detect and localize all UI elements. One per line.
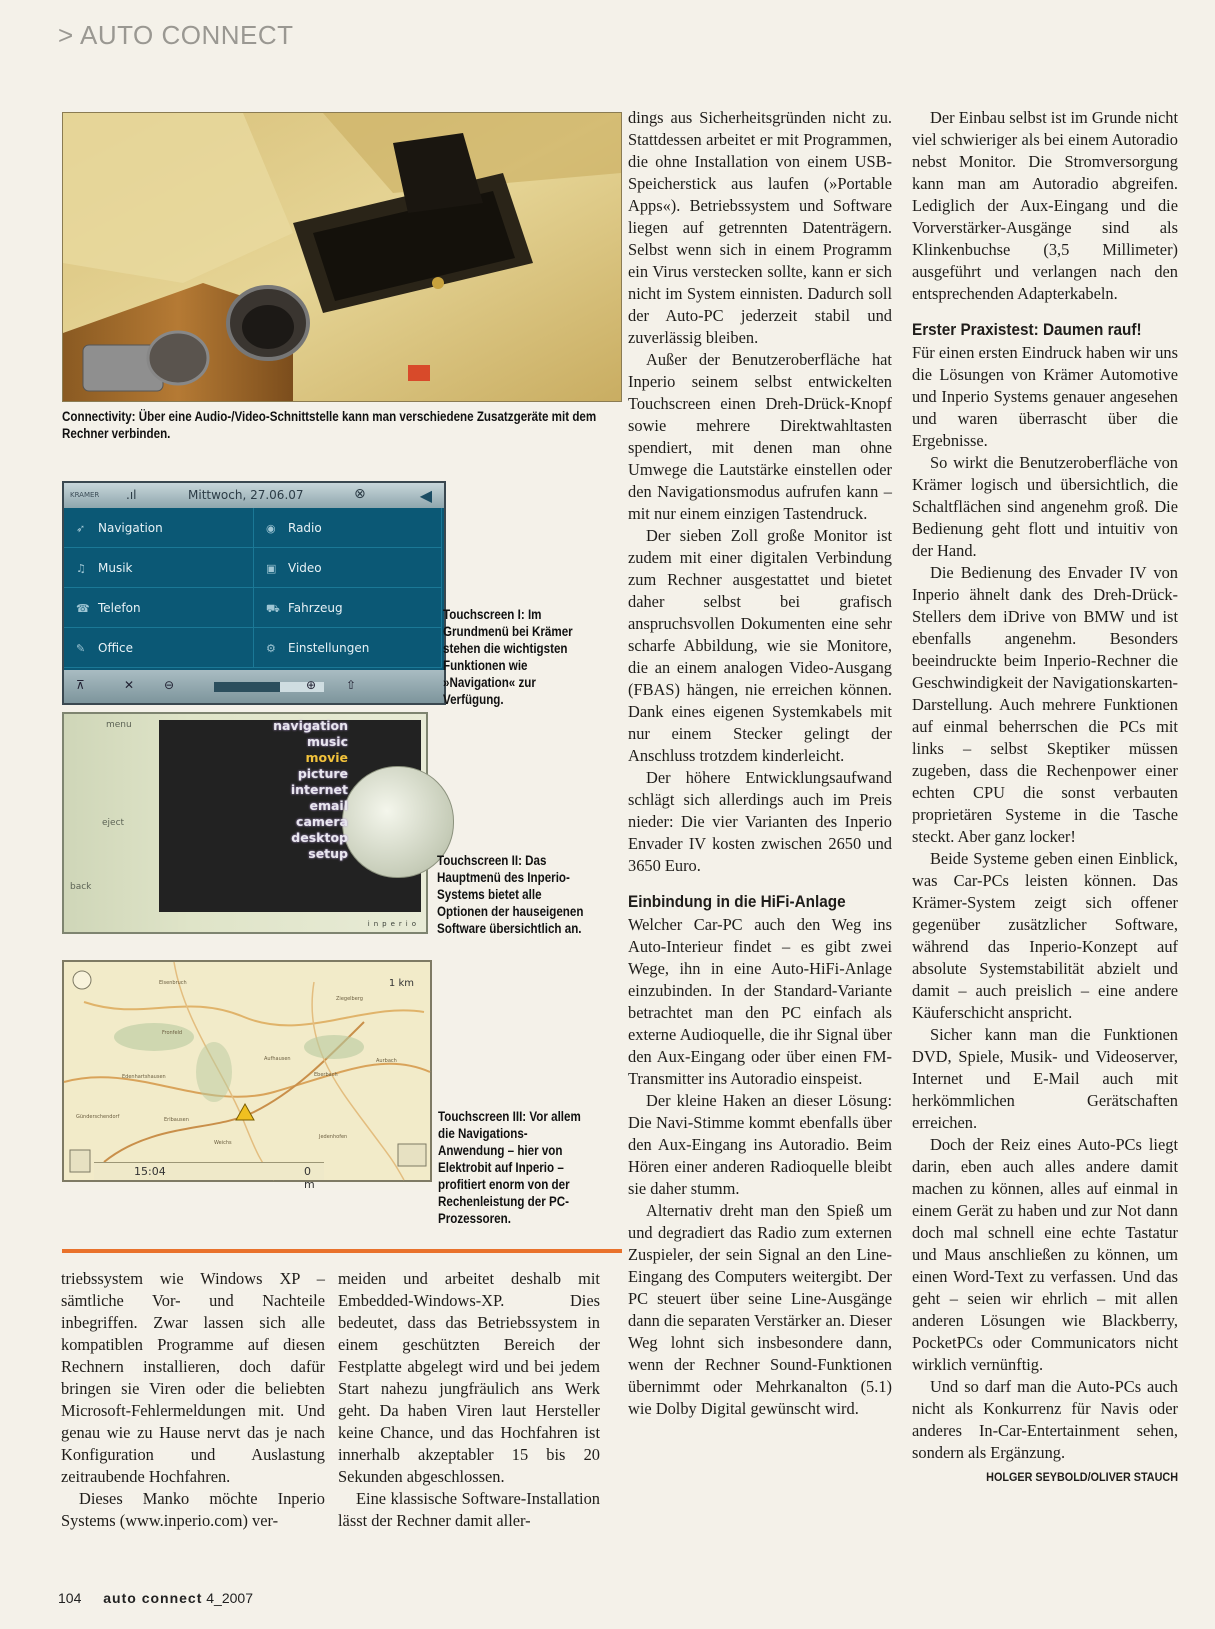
menu-navigation[interactable]: [64, 508, 254, 548]
map-place: Edenhartshausen: [122, 1074, 166, 1080]
map-place: Fronfeld: [162, 1030, 183, 1036]
route-icon: ⇧: [346, 678, 357, 692]
menu-fahrzeug[interactable]: [254, 588, 442, 628]
paragraph: Beide Systeme geben einen Einblick, was Car-PCs leisten können. Das Krämer-System zeigt sich offener gegenüber zusätzlicher Software, während das Inperio-Konzept auf absolute Systemstabilität abzielt und damit – auch preislich – eine andere Käuferschicht anspricht.: [912, 849, 1178, 1022]
back-arrow-icon[interactable]: ◀: [419, 486, 432, 505]
menu-label: Radio: [288, 521, 322, 535]
back-side-button[interactable]: back: [70, 882, 92, 892]
menu-label: Musik: [98, 561, 133, 575]
touchscreen-2-inperio: [62, 712, 428, 934]
eject-side-button[interactable]: eject: [102, 818, 125, 828]
map-place: Günderschendorf: [76, 1114, 120, 1120]
phone-icon: ☎: [76, 602, 90, 615]
navigation-icon: ➶: [76, 522, 86, 535]
ts1-brand: KRAMER: [70, 491, 100, 499]
map-place: Eberbach: [314, 1072, 338, 1078]
page-footer: [58, 1590, 253, 1606]
menu-item-music[interactable]: music: [306, 734, 348, 749]
ts2-brand: inperio: [367, 920, 420, 928]
interior-photo: [62, 112, 622, 402]
photo-caption: Connectivity: Über eine Audio-/Video-Schnittstelle kann man verschiedene Zusatzgeräte mit dem Rechner verbinden.: [62, 409, 597, 441]
menu-label: Fahrzeug: [288, 601, 343, 615]
paragraph: Alternativ dreht man den Spieß um und degradiert das Radio zum externen Zuspieler, der sein Signal an den Line-Eingang des Computers weitergibt. Der PC steuert über seine Line-Ausgänge dann die separaten Verstärker an. Dieser Weg lohnt sich insbesondere dann, wenn der Rechner Sound-Funktionen übernimmt oder Mehrkanalton (5.1) wie Dolby Digital gewünscht wird.: [628, 1201, 892, 1418]
nav-time: 15:04: [134, 1165, 166, 1178]
menu-office[interactable]: [64, 628, 254, 668]
paragraph: Für einen ersten Eindruck haben wir uns die Lösungen von Krämer Automotive und Inperio Systems genauer angesehen und waren überrascht über die Ergebnisse.: [912, 343, 1178, 450]
subheading: Einbindung in die HiFi-Anlage: [628, 892, 846, 911]
menu-label: Video: [288, 561, 322, 575]
map-place: Aurbach: [376, 1058, 397, 1064]
map-scale: 1 km: [388, 978, 414, 989]
paragraph: Welcher Car-PC auch den Weg ins Auto-Interieur findet – es gibt zwei Wege, ihn in eine Auto-HiFi-Anlage einzubinden. In der Standard-Variante betrachtet man den PC einfach als externe Audioquelle, die ihr Signal über den Aux-Eingang oder über einen FM-Transmitter ins Autoradio einspeist.: [628, 915, 892, 1088]
menu-item-internet[interactable]: internet: [290, 782, 348, 797]
menu-label: Telefon: [98, 601, 141, 615]
menu-item-navigation[interactable]: navigation: [273, 718, 348, 733]
menu-item-setup[interactable]: setup: [308, 846, 348, 861]
column-3: [628, 107, 892, 1420]
paragraph: Und so darf man die Auto-PCs auch nicht als Konkurrenz für Navis oder anderes In-Car-Entertainment sehen, sondern als Ergänzung.: [912, 1377, 1178, 1462]
paragraph: meiden und arbeitet deshalb mit Embedded-Windows-XP. Dies bedeutet, dass das Betriebssystem in einem geschützten Bereich der Festplatte abgelegt wird und bei jedem Start nahezu jungfräulich ans Werk geht. Da haben Viren laut Hersteller keine Chance, und das Hochfahren ist innerhalb akzeptabler 15 bis 20 Sekunden abgeschlossen.: [338, 1269, 600, 1486]
menu-label: Office: [98, 641, 134, 655]
minus-icon[interactable]: ⊖: [164, 678, 175, 692]
cancel-icon[interactable]: ⊗: [354, 486, 366, 502]
menu-einstellungen[interactable]: [254, 628, 442, 668]
paragraph: Der kleine Haken an dieser Lösung: Die Navi-Stimme kommt ebenfalls über den Aux-Eingang ins Autoradio. Beim Hören einer anderen Radioquelle bleibt sie daher stumm.: [628, 1091, 892, 1198]
radio-icon: ◉: [266, 522, 276, 535]
ts1-caption: Touchscreen I: Im Grundmenü bei Krämer stehen die wichtigsten Funktionen wie »Navigation« zur Verfügung.: [443, 607, 573, 707]
column-4: [912, 107, 1178, 1488]
map-place: Aufhausen: [264, 1056, 291, 1062]
orange-divider: [62, 1249, 622, 1253]
menu-label: Navigation: [98, 521, 163, 535]
menu-musik[interactable]: [64, 548, 254, 588]
paragraph: dings aus Sicherheitsgründen nicht zu. Stattdessen arbeitet er mit Programmen, die ohne Installation von einem USB-Speicherstick aus laufen (»Portable Apps«). Betriebssystem und Software liegen auf getrennten Datenträgern. Selbst wenn sich in einem Programm ein Virus verstecken sollte, kann er sich nicht im System einnisten. Dadurch soll der Auto-PC jederzeit stabil und zuverlässig bleiben.: [628, 108, 892, 347]
bottom-column-2: [338, 1268, 600, 1532]
menu-item-movie[interactable]: movie: [305, 750, 348, 765]
signal-icon: .ıl: [126, 488, 137, 502]
paragraph: Der sieben Zoll große Monitor ist zudem mit einer digitalen Verbindung zum Rechner ausgestattet und bietet daher selbst bei grafisch anspruchsvollen Dokumenten eine sehr scharfe Abbildung, wie sie Monitore, die an einem analogen Video-Ausgang (FBAS) hängen, nie erreichen können. Dank eines eigenen Systemkabels mit nur einem Stecker gelingt der Anschluss trotzdem kinderleicht.: [628, 526, 892, 765]
page-number: 104: [58, 1590, 82, 1606]
antenna-icon[interactable]: ⊼: [76, 678, 85, 692]
menu-label: Einstellungen: [288, 641, 370, 655]
map-place: Weichs: [214, 1140, 232, 1146]
plus-icon[interactable]: ⊕: [306, 678, 317, 692]
touchscreen-3-navigation-map: [62, 960, 432, 1191]
paragraph: Der höhere Entwicklungsaufwand schlägt sich allerdings auch im Preis nieder: Die vier Varianten des Inperio Envader IV kosten zwischen 2650 und 3650 Euro.: [628, 768, 892, 875]
section-header: > AUTO CONNECT: [58, 20, 294, 50]
nav-status-bar: [94, 1162, 324, 1191]
ts3-caption: Touchscreen III: Vor allem die Navigations-Anwendung – hier von Elektrobit auf Inperio – profitiert enorm von der Rechenleistung der PC-Prozessoren.: [438, 1109, 581, 1226]
video-icon: ▣: [266, 562, 277, 575]
bottom-column-1: [61, 1268, 325, 1532]
office-icon: ✎: [76, 642, 86, 655]
menu-side-button[interactable]: menu: [106, 720, 132, 730]
paragraph: Der Einbau selbst ist im Grunde nicht viel schwieriger als bei einem Autoradio nebst Monitor. Die Stromversorgung kann man am Autoradio abgreifen. Lediglich der Aux-Eingang und die Vorverstärker-Ausgänge sind als Klinkenbuchse (3,5 Millimeter) ausgeführt und verlangen nach den entsprechenden Adapterkabeln.: [912, 108, 1178, 303]
menu-telefon[interactable]: [64, 588, 254, 628]
map-place: Jedenhofen: [319, 1134, 348, 1140]
map-place: Erlbausen: [164, 1117, 189, 1123]
mute-icon[interactable]: ✕: [124, 678, 135, 692]
menu-video[interactable]: [254, 548, 442, 588]
paragraph: Doch der Reiz eines Auto-PCs liegt darin, eben auch alles andere damit machen zu können, alles auf einmal in einem Gerät zu haben und zur Not dann doch mal schnell eine echte Tastatur und Maus anschließen zu können, um einen Word-Text zu verfassen. Und das geht – seien wir ehrlich – mit allen anderen Lösungen wie Blackberry, PocketPCs oder Communicators nicht wirklich vernünftig.: [912, 1135, 1178, 1374]
nav-distance: 0 m: [304, 1165, 315, 1191]
author-byline: HOLGER SEYBOLD/OLIVER STAUCH: [986, 1470, 1178, 1484]
subheading: Erster Praxistest: Daumen rauf!: [912, 320, 1142, 339]
car-icon: ⛟: [266, 602, 280, 615]
map-place: Elsenbruch: [159, 980, 187, 986]
paragraph: Sicher kann man die Funktionen DVD, Spiele, Musik- und Videoserver, Internet und E-Mail auch mit herkömmlichen Gerätschaften erreichen.: [912, 1025, 1178, 1132]
paragraph: Außer der Benutzeroberfläche hat Inperio seinem selbst entwickelten Touchscreen einen Dreh-Drück-Knopf sowie mehrere Direktwahltasten spendiert, mit denen man ohne Umwege die Lautstärke einstellen oder den Navigationsmodus aufrufen kann – mit nur einem einzigen Tastendruck.: [628, 350, 892, 523]
paragraph: Die Bedienung des Envader IV von Inperio ähnelt dank des Dreh-Drück-Stellers dem iDrive von BMW und ist ebenfalls angenehm. Besonders beeindruckte beim Inperio-Rechner die Geschwindigkeit der Navigationskarten-Darstellung. Auch mehrere Funktionen auf einmal beherrschen die PCs mit links – selbst Skeptiker müssen zugeben, dass die Rechenpower einer echten CPU die sonst verbauten proprietären Systeme in die Tasche steckt. Aber ganz locker!: [912, 563, 1178, 846]
music-icon: ♫: [76, 562, 86, 575]
menu-item-picture[interactable]: picture: [297, 766, 348, 781]
ts1-date: Mittwoch, 27.06.07: [188, 488, 304, 502]
paragraph: triebssystem wie Windows XP – sämtliche Vor- und Nachteile inbegriffen. Zwar lassen sich alle kompatiblen Programme auf diesen Rechnern installieren, doch dafür bringen sie Viren oder die beliebten Microsoft-Fehlermeldungen mit. Und genau wie zu Hause nervt das je nach Konfiguration und Auslastung zeitraubende Hochfahren.: [61, 1269, 325, 1486]
paragraph: Dieses Manko möchte Inperio Systems (www.inperio.com) ver-: [61, 1489, 325, 1530]
ts2-main-menu: [273, 718, 348, 862]
menu-radio[interactable]: [254, 508, 442, 548]
menu-item-camera[interactable]: camera: [296, 814, 348, 829]
map-place: Ziegelberg: [336, 996, 363, 1002]
menu-item-desktop[interactable]: desktop: [291, 830, 348, 845]
magazine-name: auto connect: [103, 1590, 203, 1606]
touchscreen-1-kraemer: [62, 481, 446, 705]
paragraph: Eine klassische Software-Installation lässt der Rechner damit aller-: [338, 1489, 600, 1530]
interior-photo-graphic: [63, 113, 621, 401]
settings-icon: ⚙: [266, 642, 276, 655]
issue-number: 4_2007: [206, 1590, 253, 1606]
ts2-caption: Touchscreen II: Das Hauptmenü des Inperio-Systems bietet alle Optionen der hauseigenen Software übersichtlich an.: [437, 853, 584, 936]
map-graphic: [64, 962, 430, 1180]
ts1-bottom-bar: [64, 670, 444, 703]
ts1-status-bar: [64, 483, 444, 508]
menu-item-email[interactable]: email: [309, 798, 348, 813]
paragraph: So wirkt die Benutzeroberfläche von Krämer logisch und übersichtlich, die Schaltflächen sind angenehm groß. Die Bedienung geht flott und intuitiv von der Hand.: [912, 453, 1178, 560]
